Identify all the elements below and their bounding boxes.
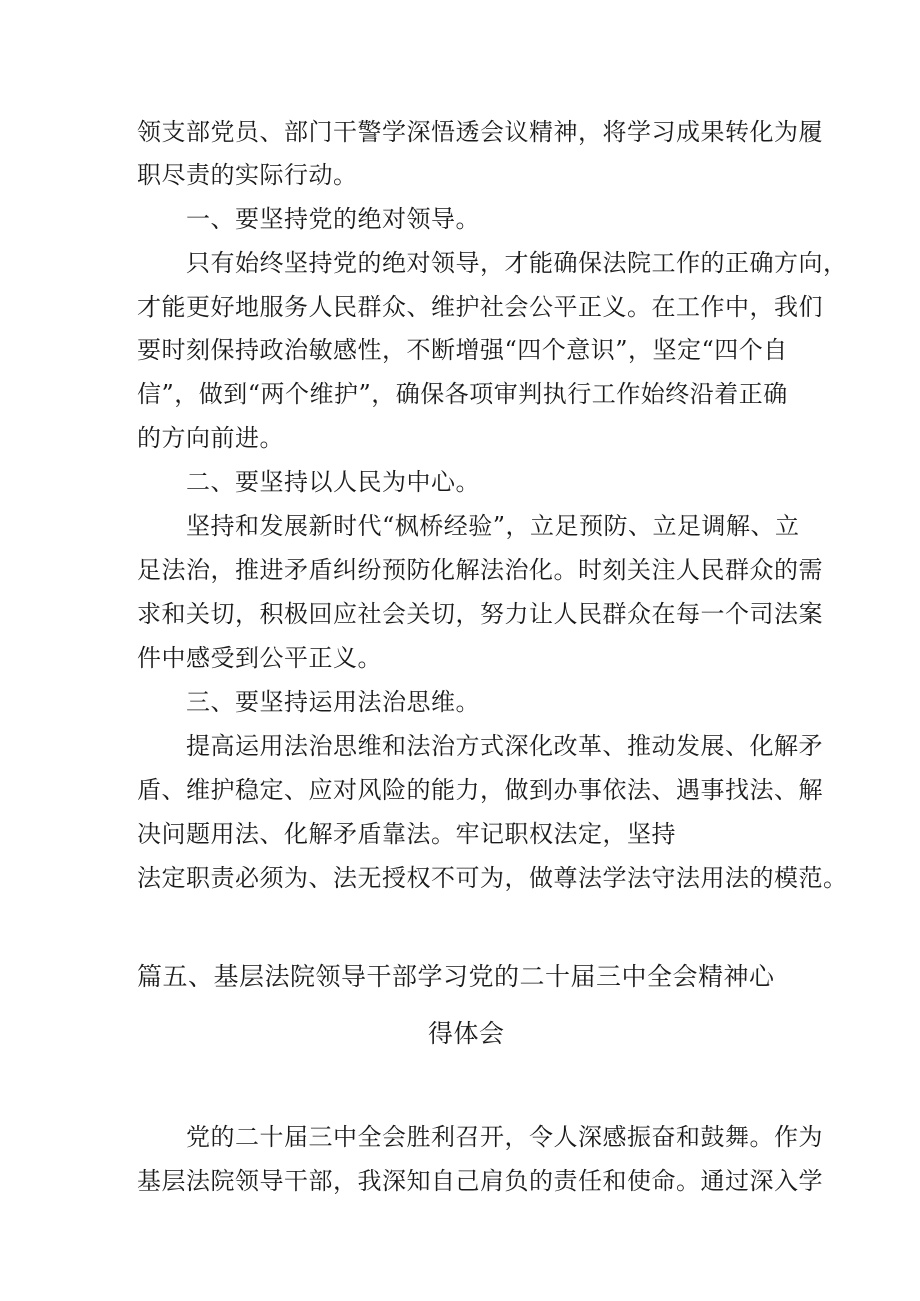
paragraph-line: 决问题用法、化解矛盾靠法。牢记职权法定，坚持 (137, 820, 676, 848)
section-heading-2: 二、要坚持以人民为中心。 (186, 468, 480, 496)
paragraph-line: 求和关切，积极回应社会关切，努力让人民群众在每一个司法案 (137, 600, 823, 628)
paragraph-line: 件中感受到公平正义。 (137, 644, 382, 672)
chapter-title-line-1: 篇五、基层法院领导干部学习党的二十届三中全会精神心 (137, 962, 775, 991)
paragraph-line: 只有始终坚持党的绝对领导，才能确保法院工作的正确方向， (186, 249, 848, 277)
paragraph-line: 党的二十届三中全会胜利召开，令人深感振奋和鼓舞。作为 (186, 1123, 823, 1151)
paragraph-line: 足法治，推进矛盾纠纷预防化解法治化。时刻关注人民群众的需 (137, 556, 823, 584)
paragraph-line: 要时刻保持政治敏感性，不断增强“四个意识”，坚定“四个自 (137, 336, 788, 364)
paragraph-line: 信”，做到“两个维护”，确保各项审判执行工作始终沿着正确 (137, 380, 788, 408)
intro-line-1: 领支部党员、部门干警学深悟透会议精神，将学习成果转化为履 (137, 118, 823, 146)
paragraph-line: 基层法院领导干部，我深知自己肩负的责任和使命。通过深入学 (137, 1167, 823, 1195)
paragraph-line: 的方向前进。 (137, 424, 284, 452)
paragraph-line: 盾、维护稳定、应对风险的能力，做到办事依法、遇事找法、解 (137, 776, 823, 804)
paragraph-line: 坚持和发展新时代“枫桥经验”，立足预防、立足调解、立 (186, 512, 800, 540)
intro-line-2: 职尽责的实际行动。 (137, 161, 358, 189)
chapter-title-line-2: 得体会 (428, 1019, 505, 1048)
section-heading-3: 三、要坚持运用法治思维。 (186, 688, 480, 716)
section-heading-1: 一、要坚持党的绝对领导。 (186, 205, 480, 233)
paragraph-line: 才能更好地服务人民群众、维护社会公平正义。在工作中，我们 (137, 293, 823, 321)
paragraph-line: 提高运用法治思维和法治方式深化改革、推动发展、化解矛 (186, 732, 823, 760)
paragraph-line: 法定职责必须为、法无授权不可为，做尊法学法守法用法的模范。 (137, 864, 848, 892)
